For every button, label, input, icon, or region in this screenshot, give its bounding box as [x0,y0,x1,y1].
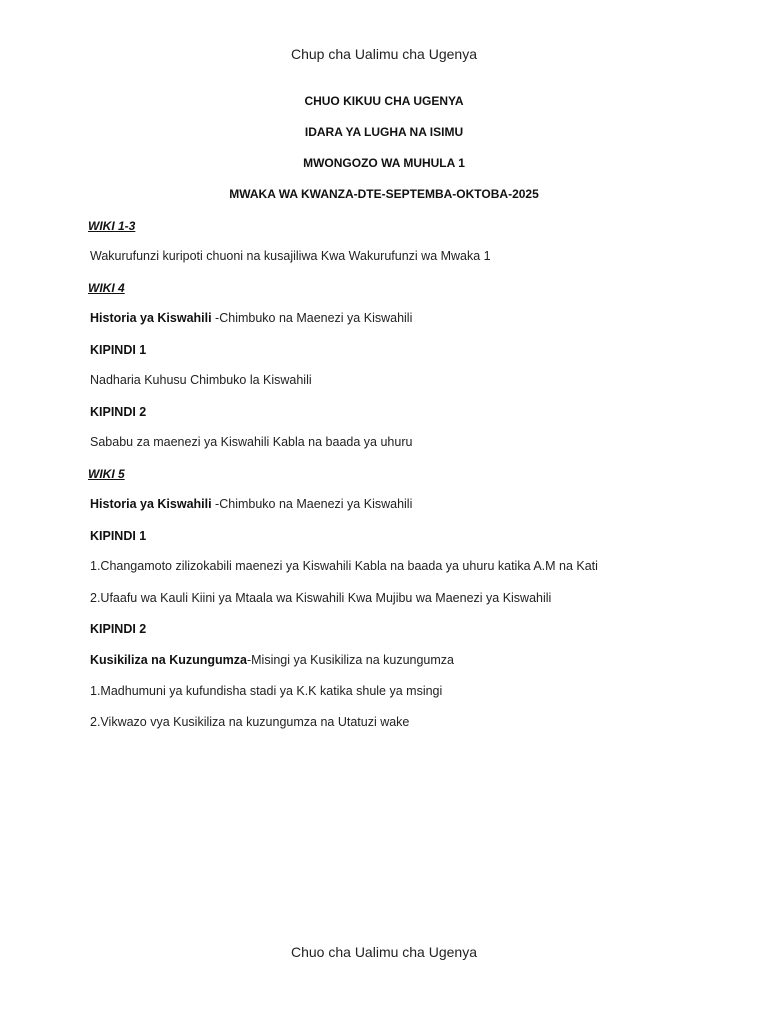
wiki-5-kipindi-2-item-1: 1.Madhumuni ya kufundisha stadi ya K.K katika shule ya msingi [90,684,443,698]
wiki-5-course-2 [90,653,454,667]
course-topic: -Chimbuko na Maenezi ya Kiswahili [211,311,413,325]
wiki-4-course [90,311,412,325]
title-guide: MWONGOZO WA MUHULA 1 [303,156,465,170]
course-name: Kusikiliza na Kuzungumza [90,653,247,667]
course-topic: -Misingi ya Kusikiliza na kuzungumza [246,653,454,667]
page-header: Chup cha Ualimu cha Ugenya [291,46,477,62]
course-name: Historia ya Kiswahili [90,497,212,511]
wiki-1-3-text: Wakurufunzi kuripoti chuoni na kusajiliwa Kwa Wakurufunzi wa Mwaka 1 [90,249,491,263]
wiki-5-heading: WIKI 5 [88,467,125,481]
title-department: IDARA YA LUGHA NA ISIMU [304,125,464,139]
title-university: CHUO KIKUU CHA UGENYA [304,94,464,108]
wiki-4-kipindi-2-text: Sababu za maenezi ya Kiswahili Kabla na baada ya uhuru [90,435,413,449]
wiki-4-heading: WIKI 4 [88,281,125,295]
course-topic: -Chimbuko na Maenezi ya Kiswahili [211,497,413,511]
course-name: Historia ya Kiswahili [90,311,212,325]
wiki-4-kipindi-1: KIPINDI 1 [90,343,147,357]
wiki-5-kipindi-1: KIPINDI 1 [90,529,147,543]
wiki-4-kipindi-2: KIPINDI 2 [90,405,147,419]
wiki-5-kipindi-1-item-2: 2.Ufaafu wa Kauli Kiini ya Mtaala wa Kiswahili Kwa Mujibu wa Maenezi ya Kiswahili [90,591,552,605]
wiki-1-3-heading: WIKI 1-3 [88,219,136,233]
wiki-5-kipindi-2: KIPINDI 2 [90,622,147,636]
wiki-5-course [90,497,412,511]
wiki-5-kipindi-2-item-2: 2.Vikwazo vya Kusikiliza na kuzungumza na Utatuzi wake [90,715,410,729]
page-footer: Chuo cha Ualimu cha Ugenya [291,944,477,960]
wiki-4-kipindi-1-text: Nadharia Kuhusu Chimbuko la Kiswahili [90,373,312,387]
title-year: MWAKA WA KWANZA-DTE-SEPTEMBA-OKTOBA-2025 [229,187,539,201]
wiki-5-kipindi-1-item-1: 1.Changamoto zilizokabili maenezi ya Kiswahili Kabla na baada ya uhuru katika A.M na Kati [90,559,598,573]
